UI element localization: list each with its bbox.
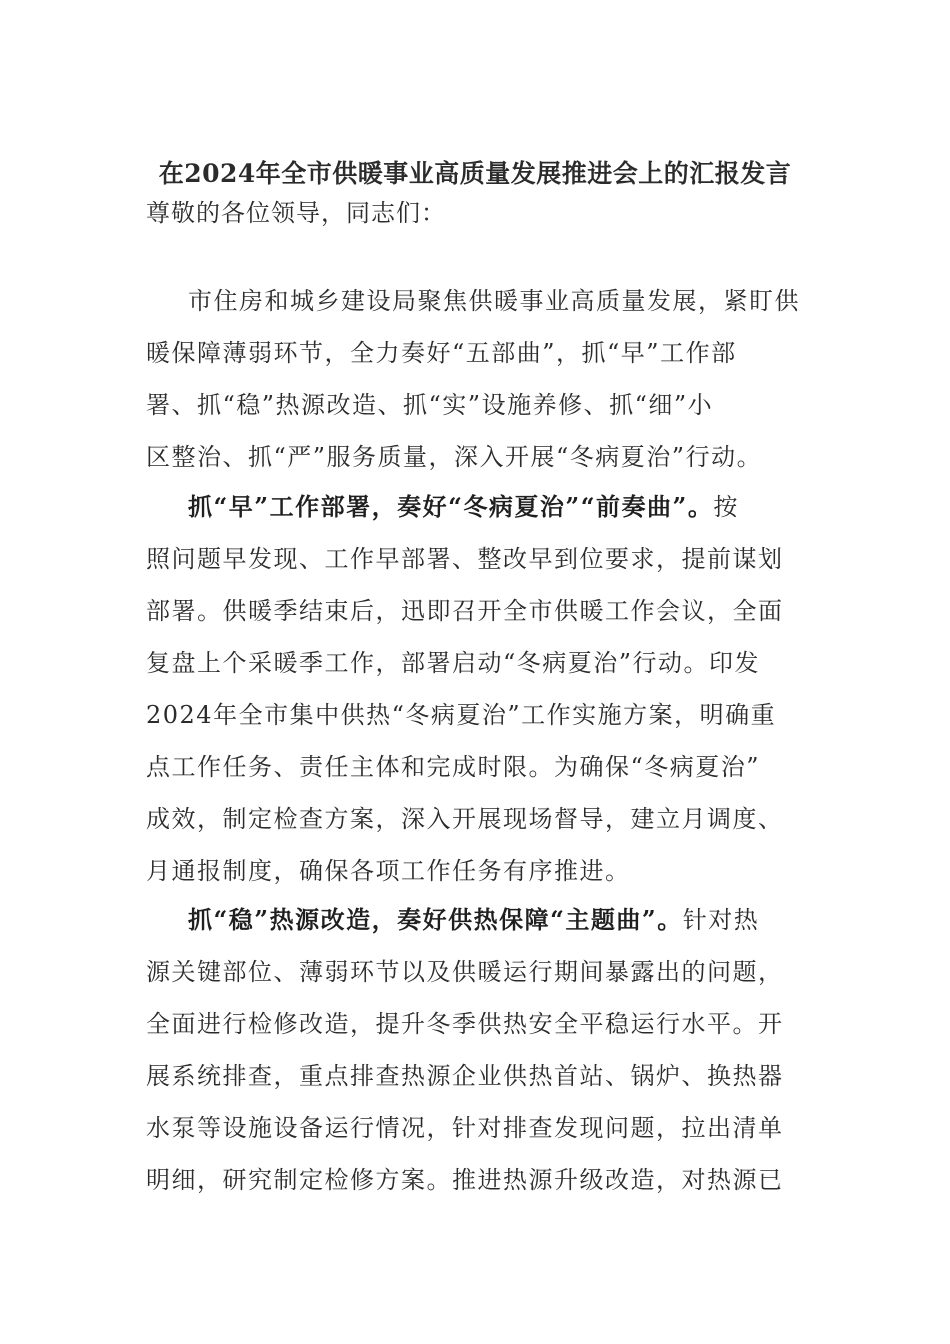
- text-line: 市住房和城乡建设局聚焦供暖事业高质量发展，紧盯供: [188, 287, 800, 315]
- document-title: 在2024年全市供暖事业高质量发展推进会上的汇报发言: [158, 159, 792, 188]
- text-line: 复盘上个采暖季工作，部署启动“冬病夏治”行动。印发: [146, 649, 761, 677]
- intro-paragraph: [146, 275, 806, 483]
- section-2-heading: 抓“稳”热源改造，奏好供热保障“主题曲”。: [188, 905, 683, 934]
- text-line: 明细，研究制定检修方案。推进热源升级改造，对热源已: [146, 1166, 784, 1194]
- section-2-paragraph: [146, 894, 806, 1206]
- text-line: 源关键部位、薄弱环节以及供暖运行期间暴露出的问题，: [146, 958, 784, 986]
- section-1-first-line: [146, 481, 806, 533]
- text-line: 暖保障薄弱环节，全力奏好“五部曲”，抓“早”工作部: [146, 339, 737, 367]
- text-line: 月通报制度，确保各项工作任务有序推进。: [146, 857, 631, 885]
- section-2-first-text: 针对热: [682, 906, 760, 934]
- text-line: 成效，制定检查方案，深入开展现场督导，建立月调度、: [146, 805, 784, 833]
- section-1-heading: 抓“早”工作部署，奏好“冬病夏治”“前奏曲”。: [188, 492, 714, 521]
- text-line: 照问题早发现、工作早部署、整改早到位要求，提前谋划: [146, 545, 784, 573]
- text-line: 署、抓“稳”热源改造、抓“实”设施养修、抓“细”小: [146, 391, 714, 419]
- text-line: 2024年全市集中供热“冬病夏治”工作实施方案，明确重: [146, 701, 777, 729]
- section-2-first-line: [146, 894, 806, 946]
- section-1-first-text: 按: [713, 493, 739, 521]
- text-line: 水泵等设施设备运行情况，针对排查发现问题，拉出清单: [146, 1114, 784, 1142]
- text-line: 点工作任务、责任主体和完成时限。为确保“冬病夏治”: [146, 753, 761, 781]
- text-line: 展系统排查，重点排查热源企业供热首站、锅炉、换热器: [146, 1062, 784, 1090]
- text-line: 部署。供暖季结束后，迅即召开全市供暖工作会议，全面: [146, 597, 784, 625]
- greeting: 尊敬的各位领导，同志们：: [146, 199, 446, 227]
- text-line: 全面进行检修改造，提升冬季供热安全平稳运行水平。开: [146, 1010, 784, 1038]
- section-1-paragraph: [146, 481, 806, 897]
- text-line: 区整治、抓“严”服务质量，深入开展“冬病夏治”行动。: [146, 443, 763, 471]
